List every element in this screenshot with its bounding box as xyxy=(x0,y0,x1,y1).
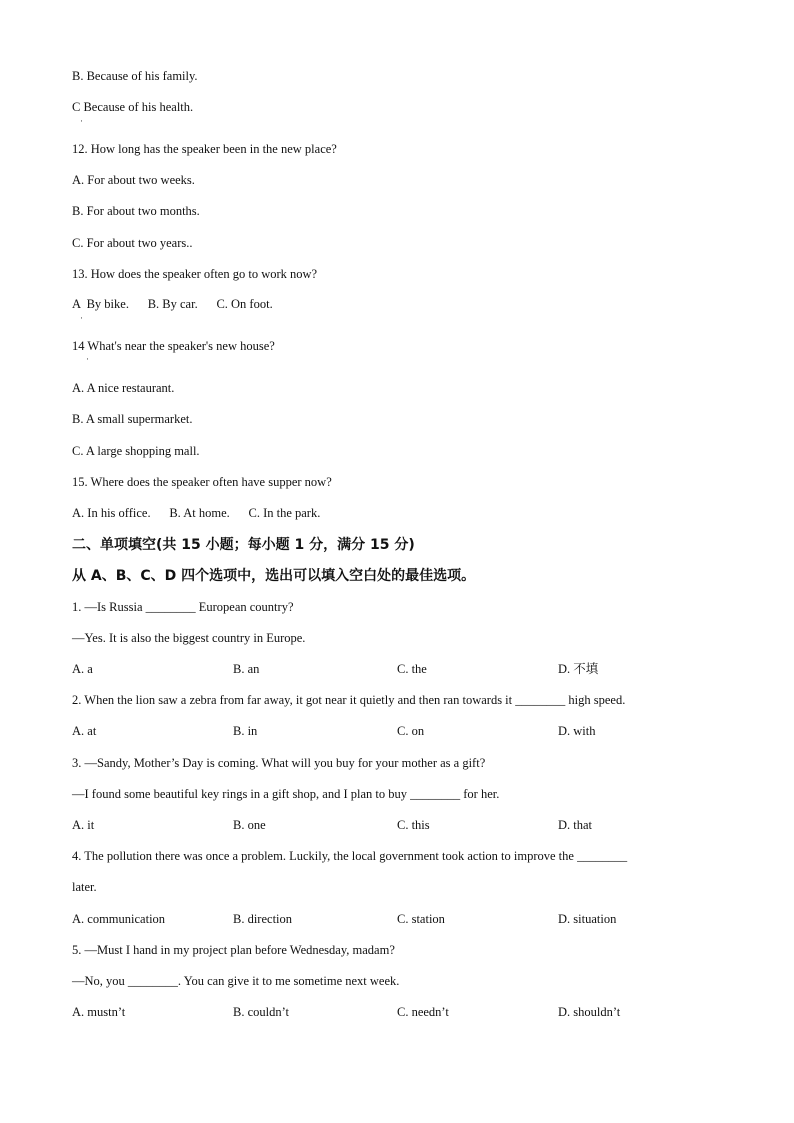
stray-mark: · xyxy=(86,354,89,364)
q12-stem: 12. How long has the speaker been in the new place? xyxy=(72,142,337,156)
question-line: —Yes. It is also the biggest country in Europe. xyxy=(72,631,306,645)
option-c: C. station xyxy=(397,912,445,926)
option-d: D. 不填 xyxy=(558,662,599,676)
q15-stem: 15. Where does the speaker often have supper now? xyxy=(72,475,332,489)
q12-option-a: A. For about two weeks. xyxy=(72,173,195,187)
section-title: 二、单项填空(共 15 小题；每小题 1 分，满分 15 分) xyxy=(72,537,415,553)
q15-options: A. In his office. B. At home. C. In the park. xyxy=(72,506,321,520)
question-line: —I found some beautiful key rings in a gift shop, and I plan to buy ________ for her. xyxy=(72,787,500,801)
section-instruction: 从 A、B、C、D 四个选项中，选出可以填入空白处的最佳选项。 xyxy=(72,568,476,584)
option-a: A. mustn’t xyxy=(72,1005,126,1019)
option-d: D. situation xyxy=(558,912,617,926)
q12-option-b: B. For about two months. xyxy=(72,204,200,218)
option-c: C. needn’t xyxy=(397,1005,449,1019)
q14-option-b: B. A small supermarket. xyxy=(72,412,193,426)
q14-option-c: C. A large shopping mall. xyxy=(72,444,200,458)
option-c: C. this xyxy=(397,818,430,832)
stray-mark: · xyxy=(80,116,83,126)
q12-option-c: C. For about two years.. xyxy=(72,236,193,250)
question-line: 5. —Must I hand in my project plan before Wednesday, madam? xyxy=(72,943,395,957)
question-line: —No, you ________. You can give it to me sometime next week. xyxy=(72,974,400,988)
option-b: B. an xyxy=(233,662,260,676)
option-b: B. one xyxy=(233,818,266,832)
stray-mark: · xyxy=(80,313,83,323)
option-c: C. the xyxy=(397,662,427,676)
q14-stem: 14 What's near the speaker's new house? xyxy=(72,339,275,353)
option-b: B. in xyxy=(233,724,258,738)
q11-option-b: B. Because of his family. xyxy=(72,69,198,83)
question-line: 1. —Is Russia ________ European country? xyxy=(72,600,294,614)
option-b: B. direction xyxy=(233,912,293,926)
question-line: 3. —Sandy, Mother’s Day is coming. What will you buy for your mother as a gift? xyxy=(72,756,486,770)
option-a: A. communication xyxy=(72,912,166,926)
option-d: D. with xyxy=(558,724,596,738)
q11-option-c: C Because of his health. xyxy=(72,100,194,114)
question-line: later. xyxy=(72,880,97,894)
option-a: A. it xyxy=(72,818,95,832)
option-c: C. on xyxy=(397,724,425,738)
q13-stem: 13. How does the speaker often go to work now? xyxy=(72,267,318,281)
option-b: B. couldn’t xyxy=(233,1005,290,1019)
question-line: 4. The pollution there was once a problem. Luckily, the local government took action to improve the ________ xyxy=(72,849,628,863)
option-d: D. that xyxy=(558,818,593,832)
option-a: A. at xyxy=(72,724,97,738)
q14-option-a: A. A nice restaurant. xyxy=(72,381,175,395)
question-line: 2. When the lion saw a zebra from far away, it got near it quietly and then ran towards it ________ high speed. xyxy=(72,693,626,707)
q13-options: A By bike. B. By car. C. On foot. xyxy=(72,297,273,311)
option-a: A. a xyxy=(72,662,93,676)
option-d: D. shouldn’t xyxy=(558,1005,621,1019)
